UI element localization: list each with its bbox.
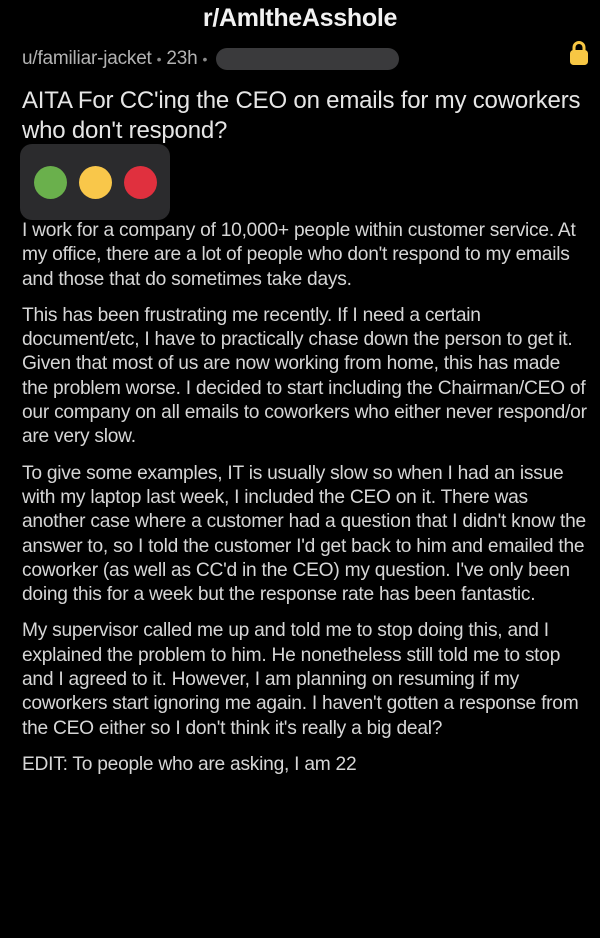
lock-icon	[569, 40, 589, 66]
green-light-icon	[34, 166, 67, 199]
edit-note: EDIT: To people who are asking, I am 22	[22, 753, 357, 775]
body-paragraph: My supervisor called me up and told me to stop doing this, and I explained the problem to him. He nonetheless still told me to stop and I agreed to it. However, I am planning on resuming if my coworkers start ignoring me again. I haven't gotten a response from the CEO either so I don't think it's really a big deal?	[22, 620, 579, 739]
subreddit-title[interactable]: r/AmItheAsshole	[202, 4, 398, 32]
author-link[interactable]: u/familiar-jacket	[22, 48, 152, 69]
body-paragraph: To give some examples, IT is usually slow so when I had an issue with my laptop last week, I included the CEO on it. There was another case where a customer had a question that I didn't know the answer to, so I told the customer I'd get back to him and emailed the coworker (as well as CC'd in the CEO) my question. I've only been doing this for a week but the response rate has been fantastic.	[22, 462, 586, 606]
post-meta	[22, 44, 600, 74]
yellow-light-icon	[79, 166, 112, 199]
traffic-light-flair	[20, 144, 170, 220]
meta-separator: •	[202, 51, 208, 67]
body-paragraph: This has been frustrating me recently. If I need a certain document/etc, I have to practically chase down the person to get it. Given that most of us are now working from home, this has made the problem worse. I decided to start including the Chairman/CEO of our company on all emails to coworkers who either never respond/or are very slow.	[22, 304, 587, 448]
meta-separator: •	[156, 51, 162, 67]
redacted-block	[216, 48, 399, 70]
post-title[interactable]: AITA For CC'ing the CEO on emails for my coworkers who don't respond?	[22, 87, 581, 144]
red-light-icon	[124, 166, 157, 199]
post-body	[22, 219, 587, 789]
post-age: 23h	[166, 48, 198, 69]
body-paragraph: I work for a company of 10,000+ people within customer service. At my office, there are a lot of people who don't respond to my emails and those that do sometimes take days.	[22, 220, 576, 290]
